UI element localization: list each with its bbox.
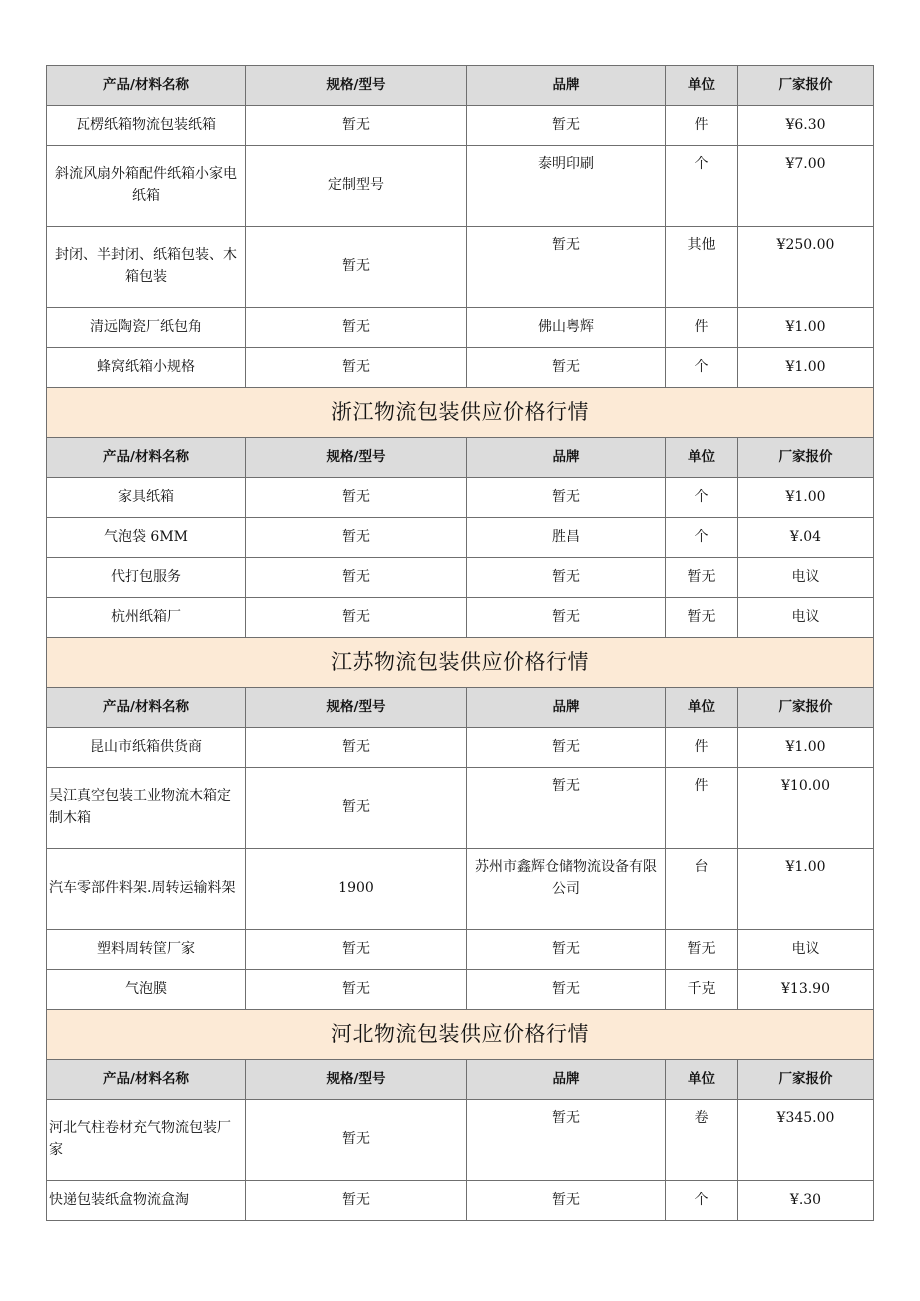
cell-unit: 个 xyxy=(666,478,738,518)
cell-price: ¥1.00 xyxy=(738,728,874,768)
cell-unit: 卷 xyxy=(666,1100,738,1181)
cell-price: ¥1.00 xyxy=(738,348,874,388)
cell-name: 昆山市纸箱供货商 xyxy=(47,728,246,768)
cell-unit: 暂无 xyxy=(666,598,738,638)
column-header-spec: 规格/型号 xyxy=(246,66,467,106)
cell-price: ¥.04 xyxy=(738,518,874,558)
cell-price: ¥1.00 xyxy=(738,478,874,518)
column-header-row xyxy=(47,438,874,478)
cell-brand: 胜昌 xyxy=(467,518,666,558)
table-row xyxy=(47,930,874,970)
table-row xyxy=(47,478,874,518)
cell-unit: 个 xyxy=(666,1181,738,1221)
table-row xyxy=(47,849,874,930)
column-header-unit: 单位 xyxy=(666,688,738,728)
cell-price: ¥250.00 xyxy=(738,227,874,308)
column-header-spec: 规格/型号 xyxy=(246,688,467,728)
cell-unit: 暂无 xyxy=(666,930,738,970)
section-title: 河北物流包装供应价格行情 xyxy=(47,1010,874,1060)
cell-name: 塑料周转筐厂家 xyxy=(47,930,246,970)
cell-price: ¥10.00 xyxy=(738,768,874,849)
cell-unit: 个 xyxy=(666,146,738,227)
cell-spec: 暂无 xyxy=(246,308,467,348)
cell-unit: 个 xyxy=(666,348,738,388)
cell-brand: 苏州市鑫辉仓储物流设备有限公司 xyxy=(467,849,666,930)
cell-price: 电议 xyxy=(738,598,874,638)
cell-spec: 暂无 xyxy=(246,518,467,558)
cell-spec: 暂无 xyxy=(246,106,467,146)
section-title: 浙江物流包装供应价格行情 xyxy=(47,388,874,438)
column-header-price: 厂家报价 xyxy=(738,438,874,478)
column-header-price: 厂家报价 xyxy=(738,1060,874,1100)
cell-brand: 暂无 xyxy=(467,768,666,849)
column-header-name: 产品/材料名称 xyxy=(47,1060,246,1100)
cell-name: 气泡袋 6MM xyxy=(47,518,246,558)
column-header-row xyxy=(47,66,874,106)
cell-price: ¥1.00 xyxy=(738,849,874,930)
cell-brand: 佛山粤辉 xyxy=(467,308,666,348)
cell-name: 气泡膜 xyxy=(47,970,246,1010)
cell-name: 清远陶瓷厂纸包角 xyxy=(47,308,246,348)
cell-unit: 个 xyxy=(666,518,738,558)
column-header-row xyxy=(47,1060,874,1100)
column-header-unit: 单位 xyxy=(666,66,738,106)
cell-name: 河北气柱卷材充气物流包装厂家 xyxy=(47,1100,246,1181)
cell-spec: 暂无 xyxy=(246,598,467,638)
cell-brand: 暂无 xyxy=(467,106,666,146)
table-row xyxy=(47,558,874,598)
cell-brand: 暂无 xyxy=(467,1100,666,1181)
cell-spec: 暂无 xyxy=(246,1100,467,1181)
table-row xyxy=(47,146,874,227)
table-row xyxy=(47,598,874,638)
cell-price: ¥7.00 xyxy=(738,146,874,227)
table-row xyxy=(47,1100,874,1181)
section-title-row xyxy=(47,638,874,688)
cell-spec: 暂无 xyxy=(246,970,467,1010)
column-header-row xyxy=(47,688,874,728)
cell-unit: 其他 xyxy=(666,227,738,308)
table-row xyxy=(47,308,874,348)
cell-price: 电议 xyxy=(738,558,874,598)
cell-name: 斜流风扇外箱配件纸箱小家电纸箱 xyxy=(47,146,246,227)
section-title-row xyxy=(47,1010,874,1060)
table-row xyxy=(47,348,874,388)
cell-spec: 暂无 xyxy=(246,768,467,849)
column-header-spec: 规格/型号 xyxy=(246,438,467,478)
price-table xyxy=(46,65,874,1221)
column-header-price: 厂家报价 xyxy=(738,66,874,106)
table-row xyxy=(47,1181,874,1221)
cell-name: 瓦楞纸箱物流包装纸箱 xyxy=(47,106,246,146)
cell-brand: 暂无 xyxy=(467,558,666,598)
cell-name: 杭州纸箱厂 xyxy=(47,598,246,638)
cell-unit: 暂无 xyxy=(666,558,738,598)
cell-unit: 件 xyxy=(666,768,738,849)
table-row xyxy=(47,518,874,558)
cell-spec: 暂无 xyxy=(246,348,467,388)
cell-unit: 件 xyxy=(666,106,738,146)
cell-spec: 暂无 xyxy=(246,478,467,518)
cell-spec: 暂无 xyxy=(246,558,467,598)
column-header-unit: 单位 xyxy=(666,1060,738,1100)
cell-spec: 暂无 xyxy=(246,930,467,970)
cell-spec: 暂无 xyxy=(246,728,467,768)
price-table-body xyxy=(47,66,874,1221)
table-row xyxy=(47,106,874,146)
cell-price: ¥345.00 xyxy=(738,1100,874,1181)
cell-brand: 泰明印刷 xyxy=(467,146,666,227)
column-header-unit: 单位 xyxy=(666,438,738,478)
cell-name: 汽车零部件料架.周转运输料架 xyxy=(47,849,246,930)
cell-price: 电议 xyxy=(738,930,874,970)
column-header-spec: 规格/型号 xyxy=(246,1060,467,1100)
cell-brand: 暂无 xyxy=(467,970,666,1010)
column-header-name: 产品/材料名称 xyxy=(47,438,246,478)
cell-brand: 暂无 xyxy=(467,1181,666,1221)
column-header-name: 产品/材料名称 xyxy=(47,66,246,106)
cell-spec: 暂无 xyxy=(246,227,467,308)
table-row xyxy=(47,768,874,849)
column-header-brand: 品牌 xyxy=(467,1060,666,1100)
cell-brand: 暂无 xyxy=(467,478,666,518)
table-row xyxy=(47,970,874,1010)
cell-name: 吴江真空包装工业物流木箱定制木箱 xyxy=(47,768,246,849)
cell-name: 封闭、半封闭、纸箱包装、木箱包装 xyxy=(47,227,246,308)
cell-unit: 件 xyxy=(666,308,738,348)
cell-name: 蜂窝纸箱小规格 xyxy=(47,348,246,388)
column-header-brand: 品牌 xyxy=(467,66,666,106)
cell-price: ¥13.90 xyxy=(738,970,874,1010)
section-title: 江苏物流包装供应价格行情 xyxy=(47,638,874,688)
cell-name: 家具纸箱 xyxy=(47,478,246,518)
column-header-price: 厂家报价 xyxy=(738,688,874,728)
cell-unit: 台 xyxy=(666,849,738,930)
cell-spec: 定制型号 xyxy=(246,146,467,227)
cell-brand: 暂无 xyxy=(467,930,666,970)
cell-price: ¥6.30 xyxy=(738,106,874,146)
cell-spec: 暂无 xyxy=(246,1181,467,1221)
cell-price: ¥1.00 xyxy=(738,308,874,348)
cell-brand: 暂无 xyxy=(467,348,666,388)
cell-name: 代打包服务 xyxy=(47,558,246,598)
column-header-name: 产品/材料名称 xyxy=(47,688,246,728)
cell-price: ¥.30 xyxy=(738,1181,874,1221)
column-header-brand: 品牌 xyxy=(467,438,666,478)
cell-name: 快递包装纸盒物流盒淘 xyxy=(47,1181,246,1221)
column-header-brand: 品牌 xyxy=(467,688,666,728)
cell-brand: 暂无 xyxy=(467,227,666,308)
cell-brand: 暂无 xyxy=(467,598,666,638)
cell-unit: 件 xyxy=(666,728,738,768)
table-row xyxy=(47,728,874,768)
cell-spec: 1900 xyxy=(246,849,467,930)
table-row xyxy=(47,227,874,308)
cell-brand: 暂无 xyxy=(467,728,666,768)
section-title-row xyxy=(47,388,874,438)
cell-unit: 千克 xyxy=(666,970,738,1010)
